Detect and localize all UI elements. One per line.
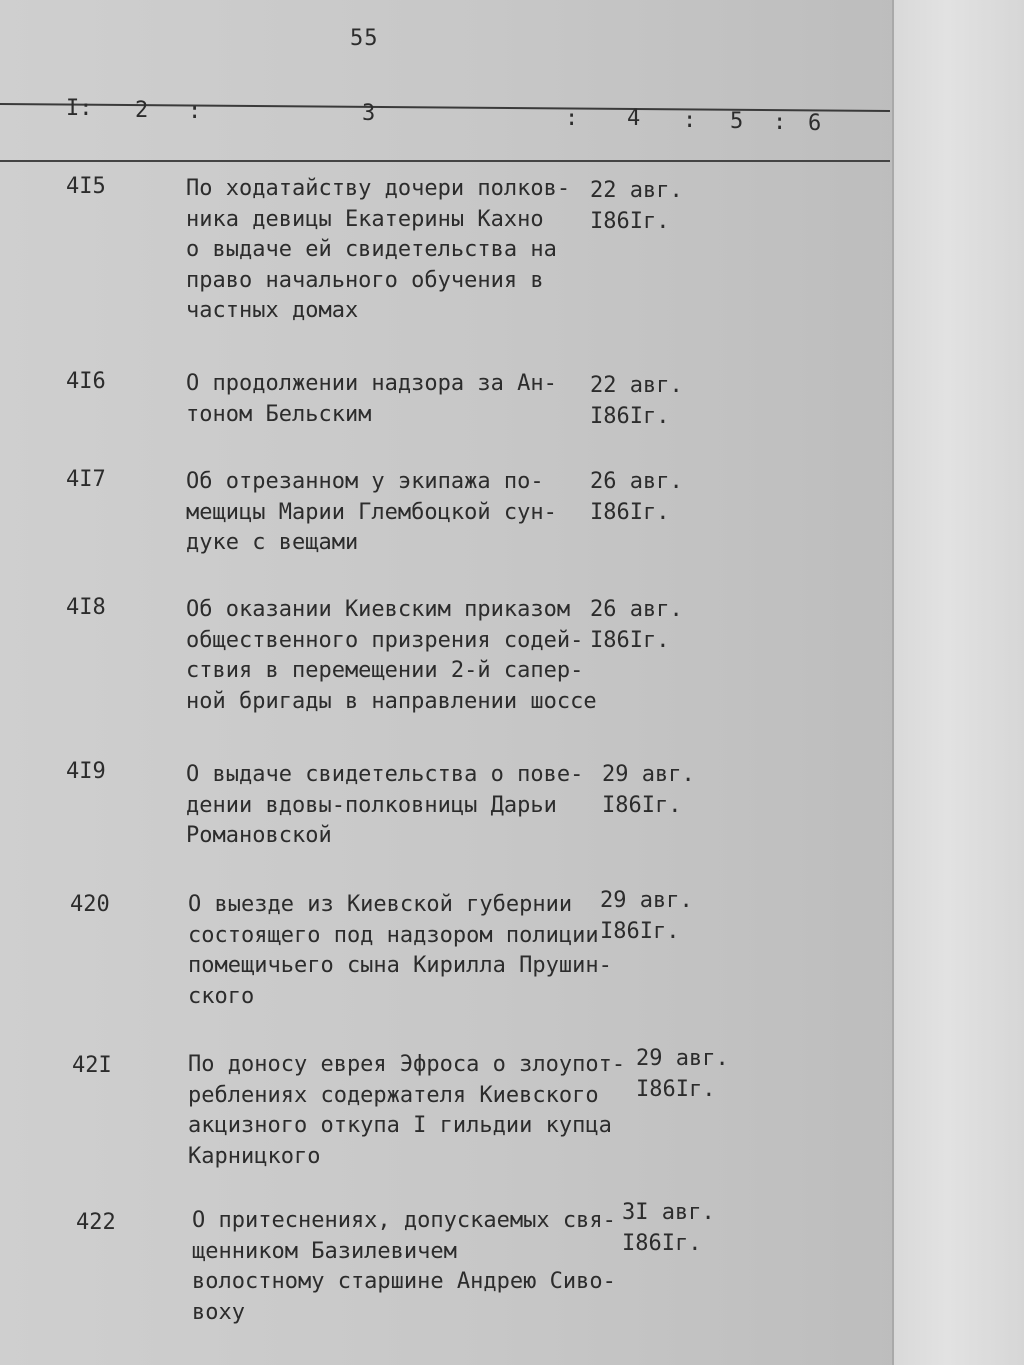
entry-title-line: тоном Бельским bbox=[186, 401, 372, 427]
page-number: 55 bbox=[350, 26, 379, 51]
entry-date-year: I86Iг. bbox=[602, 792, 682, 818]
entry-title bbox=[188, 890, 612, 1012]
column-header-separator: : bbox=[565, 106, 579, 131]
entry-number: 4I8 bbox=[66, 595, 106, 620]
column-header-3: 3 bbox=[362, 101, 376, 126]
column-header-separator: : bbox=[773, 110, 787, 135]
entry-date-day: 3I авг. bbox=[622, 1200, 715, 1225]
entry-date-day: 26 авг. bbox=[590, 469, 683, 494]
entry-number: 4I7 bbox=[66, 467, 106, 492]
entry-date-year: I86Iг. bbox=[590, 403, 670, 429]
entry-title-line: дуке с вещами bbox=[186, 530, 359, 555]
entry-title-line: ского bbox=[188, 983, 255, 1009]
entry-number: 4I9 bbox=[66, 759, 106, 784]
entry-number: 422 bbox=[76, 1210, 116, 1235]
entry-title-line: помещичьего сына Кирилла Прушин- bbox=[188, 953, 612, 978]
column-header-5: 5 bbox=[730, 109, 744, 134]
entry-title-line: О притеснениях, допускаемых свя- bbox=[192, 1208, 616, 1233]
entry-title-line: О продолжении надзора за Ан- bbox=[186, 371, 557, 396]
entry-title-line: ной бригады в направлении шоссе bbox=[186, 688, 597, 714]
entry-title-line: мещицы Марии Глембоцкой сун- bbox=[186, 499, 557, 525]
entry-date bbox=[622, 1198, 715, 1259]
entry-date-day: 29 авг. bbox=[636, 1046, 729, 1071]
entry-date-year: I86Iг. bbox=[636, 1076, 716, 1102]
entry-date-day: 26 авг. bbox=[590, 597, 683, 622]
entry-title-line: Об отрезанном у экипажа по- bbox=[186, 469, 544, 494]
entry-title-line: О выезде из Киевской губернии bbox=[188, 892, 573, 917]
entry-title-line: Романовской bbox=[186, 823, 332, 848]
entry-date-year: I86Iг. bbox=[590, 499, 670, 525]
entry-date-year: I86Iг. bbox=[622, 1230, 702, 1256]
entry-number: 420 bbox=[70, 892, 110, 917]
adjacent-sheet-edge bbox=[892, 0, 1024, 1365]
entry-title-line: По доносу еврея Эфроса о злоупот- bbox=[188, 1052, 626, 1077]
entry-title bbox=[192, 1206, 616, 1328]
entry-date bbox=[590, 371, 683, 432]
entry-title-line: акцизного откупа I гильдии купца bbox=[188, 1113, 612, 1138]
entry-date bbox=[600, 886, 693, 947]
entry-date-day: 22 авг. bbox=[590, 373, 683, 398]
entry-title bbox=[186, 467, 557, 559]
column-header-4: 4 bbox=[627, 106, 641, 131]
entry-title bbox=[186, 760, 583, 852]
entry-date bbox=[590, 176, 683, 237]
entry-date-year: I86Iг. bbox=[590, 627, 670, 653]
column-header-2: 2 bbox=[135, 98, 149, 123]
entry-title bbox=[188, 1050, 625, 1172]
entry-title-line: волостному старшине Андрею Сиво- bbox=[192, 1269, 616, 1294]
entry-number: 4I6 bbox=[66, 369, 106, 394]
entry-title-line: воху bbox=[192, 1299, 245, 1325]
entry-title-line: о выдаче ей свидетельства на bbox=[186, 237, 557, 262]
entry-number: 4I5 bbox=[66, 174, 106, 199]
entry-title-line: частных домах bbox=[186, 298, 359, 323]
column-header-1: I: bbox=[66, 96, 93, 121]
entry-title bbox=[186, 595, 597, 717]
entry-number: 42I bbox=[72, 1053, 112, 1078]
entry-date-day: 29 авг. bbox=[600, 888, 693, 913]
entry-date bbox=[636, 1044, 729, 1105]
entry-date bbox=[590, 467, 683, 528]
column-header-separator: : bbox=[188, 99, 202, 124]
column-header-6: 6 bbox=[808, 111, 822, 136]
entry-title-line: ствия в перемещении 2-й сапер- bbox=[186, 658, 584, 683]
entry-title-line: реблениях содержателя Киевского bbox=[188, 1082, 599, 1108]
entry-date-year: I86Iг. bbox=[600, 918, 680, 944]
entry-title-line: право начального обучения в bbox=[186, 267, 544, 293]
entry-title-line: щенником Базилевичем bbox=[192, 1238, 457, 1264]
entry-date-day: 29 авг. bbox=[602, 762, 695, 787]
entry-title-line: общественного призрения содей- bbox=[186, 627, 584, 653]
entry-title-line: Карницкого bbox=[188, 1143, 321, 1169]
entry-title-line: ника девицы Екатерины Кахно bbox=[186, 206, 544, 232]
entry-title-line: По ходатайству дочери полков- bbox=[186, 176, 571, 201]
entry-title-line: состоящего под надзором полиции bbox=[188, 922, 599, 948]
column-header-separator: : bbox=[683, 108, 697, 133]
entry-title bbox=[186, 174, 570, 327]
entry-title-line: Об оказании Киевским приказом bbox=[186, 597, 571, 622]
entry-title-line: О выдаче свидетельства о пове- bbox=[186, 762, 584, 787]
entry-title-line: дении вдовы-полковницы Дарьи bbox=[186, 792, 557, 818]
entry-date bbox=[602, 760, 695, 821]
entry-date bbox=[590, 595, 683, 656]
entry-date-day: 22 авг. bbox=[590, 178, 683, 203]
header-bottom-rule bbox=[0, 160, 890, 162]
entry-date-year: I86Iг. bbox=[590, 208, 670, 234]
entry-title bbox=[186, 369, 557, 430]
